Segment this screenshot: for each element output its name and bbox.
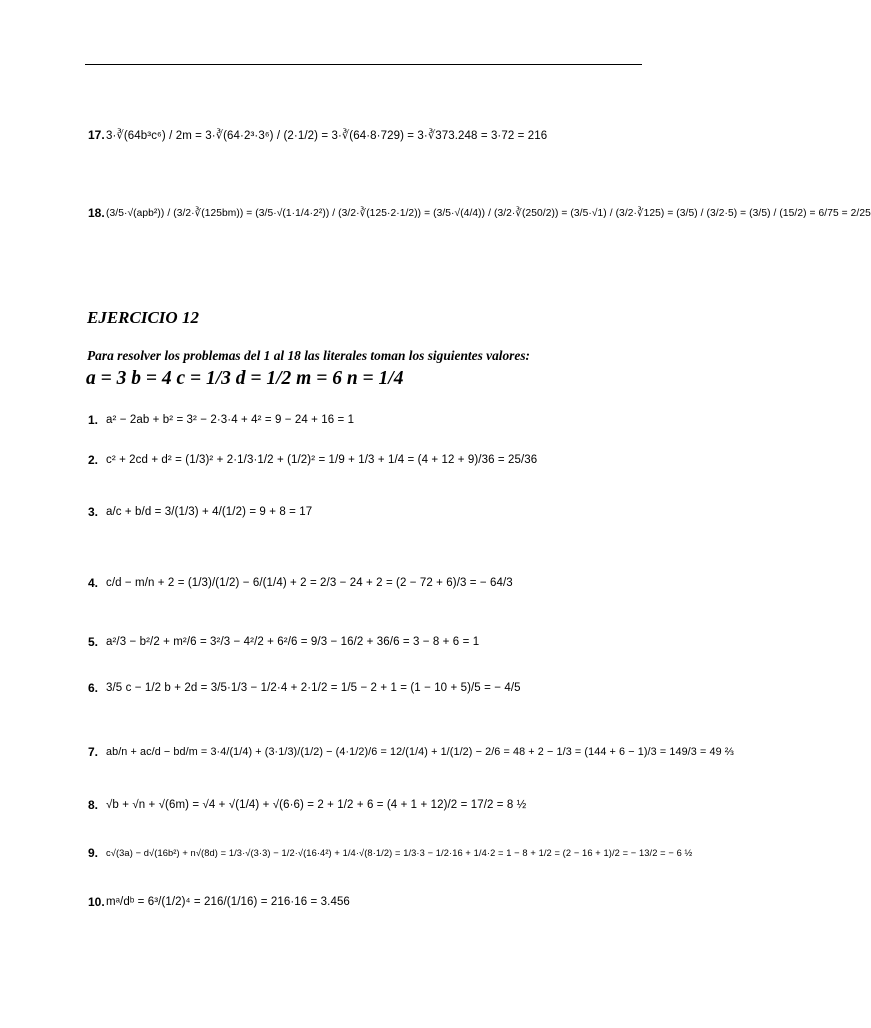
problem-6: [88, 681, 521, 695]
problem-18: [88, 206, 871, 220]
problem-4: [88, 576, 513, 590]
problem-number: 3.: [88, 505, 99, 519]
problem-1: [88, 413, 354, 427]
problem-number: 2.: [88, 453, 99, 467]
problem-expression: a²/3 − b²/2 + m²/6 = 3²/3 − 4²/2 + 6²/6 = 9/3 − 16/2 + 36/6 = 3 − 8 + 6 = 1: [106, 636, 480, 648]
problem-expression: ab/n + ac/d − bd/m = 3·4/(1/4) + (3·1/3)/(1/2) − (4·1/2)/6 = 12/(1/4) + 1/(1/2) − 2/6 = 48 + 2 − 1/3 = (144 + 6 − 1)/3 = 149/3 = 49 ⅔: [106, 746, 734, 758]
problem-expression: c/d − m/n + 2 = (1/3)/(1/2) − 6/(1/4) + 2 = 2/3 − 24 + 2 = (2 − 72 + 6)/3 = − 64/3: [106, 577, 513, 589]
problem-number: 18.: [88, 206, 105, 220]
problem-expression: (3/5·√(apb²)) / (3/2·∛(125bm)) = (3/5·√(1·1/4·2²)) / (3/2·∛(125·2·1/2)) = (3/5·√(4/4)) / (3/2·∛(250/2)) = (3/5·√1) / (3/2·∛125) = (3/5) / (3/2·5) = (3/5) / (15/2) = 6/75 = 2/25: [106, 207, 871, 219]
problem-expression: c² + 2cd + d² = (1/3)² + 2·1/3·1/2 + (1/2)² = 1/9 + 1/3 + 1/4 = (4 + 12 + 9)/36 = 25/36: [106, 454, 538, 466]
problem-number: 9.: [88, 846, 99, 860]
problem-5: [88, 635, 479, 649]
problem-number: 4.: [88, 576, 99, 590]
section-heading: EJERCICIO 12: [87, 308, 199, 327]
problem-10: [88, 895, 350, 909]
problem-17: [88, 128, 547, 142]
problem-7: [88, 745, 734, 759]
variable-values: a = 3 b = 4 c = 1/3 d = 1/2 m = 6 n = 1/4: [86, 368, 404, 389]
problem-3: [88, 505, 312, 519]
problem-8: [88, 798, 526, 812]
problem-expression: 3·∛(64b³c⁶) / 2m = 3·∛(64·2³·3⁶) / (2·1/2) = 3·∛(64·8·729) = 3·∛373.248 = 3·72 = 216: [106, 130, 548, 142]
problem-number: 10.: [88, 895, 105, 909]
header-rule: [85, 64, 642, 65]
problem-9: [88, 846, 692, 860]
problem-expression: 3/5 c − 1/2 b + 2d = 3/5·1/3 − 1/2·4 + 2·1/2 = 1/5 − 2 + 1 = (1 − 10 + 5)/5 = − 4/5: [106, 682, 521, 694]
problem-number: 7.: [88, 745, 99, 759]
problem-expression: √b + √n + √(6m) = √4 + √(1/4) + √(6·6) = 2 + 1/2 + 6 = (4 + 1 + 12)/2 = 17/2 = 8 ½: [106, 799, 527, 811]
problem-number: 6.: [88, 681, 99, 695]
problem-expression: a² − 2ab + b² = 3² − 2·3·4 + 4² = 9 − 24 + 16 = 1: [106, 414, 355, 426]
intro-text: Para resolver los problemas del 1 al 18 las literales toman los siguientes valores:: [87, 348, 531, 363]
problem-number: 5.: [88, 635, 99, 649]
problem-expression: c√(3a) − d√(16b²) + n√(8d) = 1/3·√(3·3) − 1/2·√(16·4²) + 1/4·√(8·1/2) = 1/3·3 − 1/2·16 + 1/4·2 = 1 − 8 + 1/2 = (2 − 16 + 1)/2 = − 13/2 = − 6 ½: [106, 848, 693, 858]
problem-number: 8.: [88, 798, 99, 812]
problem-2: [88, 453, 537, 467]
problem-expression: mᵃ/dᵇ = 6³/(1/2)⁴ = 216/(1/16) = 216·16 = 3.456: [106, 896, 350, 908]
problem-number: 17.: [88, 128, 105, 142]
problem-expression: a/c + b/d = 3/(1/3) + 4/(1/2) = 9 + 8 = 17: [106, 506, 313, 518]
problem-number: 1.: [88, 413, 99, 427]
